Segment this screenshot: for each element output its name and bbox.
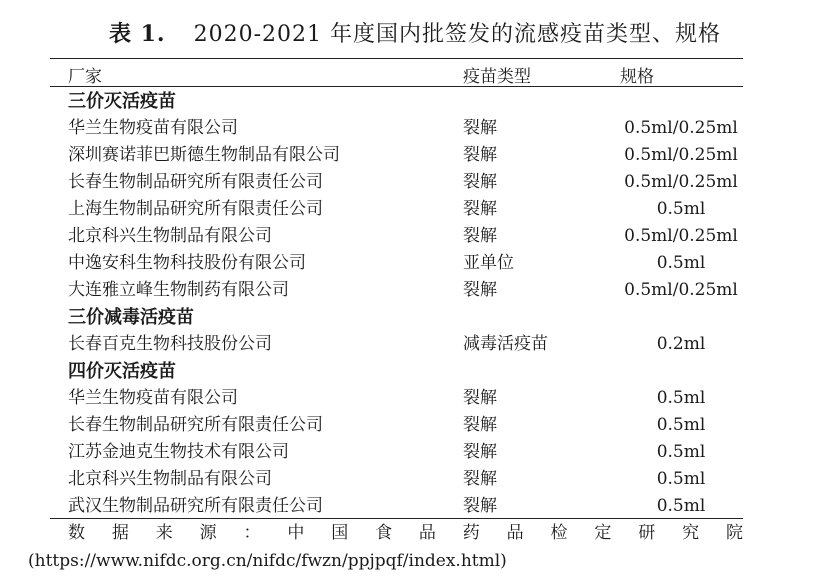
cell-vaccine-type: 裂解 <box>463 199 497 219</box>
cell-manufacturer: 上海生物制品研究所有限责任公司 <box>68 199 323 219</box>
table-row <box>50 142 743 169</box>
section-title: 三价灭活疫苗 <box>68 91 176 112</box>
cell-spec: 0.5ml <box>656 253 706 273</box>
table-title: 2020-2021 年度国内批签发的流感疫苗类型、规格 <box>193 22 722 47</box>
cell-vaccine-type: 裂解 <box>463 280 497 300</box>
cell-manufacturer: 长春生物制品研究所有限责任公司 <box>68 172 323 192</box>
cell-manufacturer: 北京科兴生物制品有限公司 <box>68 226 272 246</box>
cell-manufacturer: 大连雅立峰生物制药有限公司 <box>68 280 289 300</box>
section-title: 三价减毒活疫苗 <box>68 307 194 328</box>
bottom-rule <box>50 518 743 519</box>
cell-manufacturer: 北京科兴生物制品有限公司 <box>68 469 272 489</box>
cell-manufacturer: 华兰生物疫苗有限公司 <box>68 118 238 138</box>
cell-manufacturer: 深圳赛诺菲巴斯德生物制品有限公司 <box>68 145 340 165</box>
table-row <box>50 412 743 439</box>
cell-manufacturer: 长春百克生物科技股份公司 <box>68 334 272 354</box>
table-row <box>50 115 743 142</box>
cell-vaccine-type: 裂解 <box>463 118 497 138</box>
cell-spec: 0.5ml <box>656 388 706 408</box>
header-manufacturer: 厂家 <box>68 67 102 87</box>
table-row <box>50 223 743 250</box>
table-row <box>50 277 743 304</box>
cell-vaccine-type: 裂解 <box>463 172 497 192</box>
table-row <box>50 169 743 196</box>
cell-spec: 0.5ml <box>656 199 706 219</box>
header-spec: 规格 <box>620 67 654 87</box>
cell-spec: 0.2ml <box>656 334 706 354</box>
table-row <box>50 439 743 466</box>
cell-manufacturer: 武汉生物制品研究所有限责任公司 <box>68 496 323 516</box>
table-caption <box>0 20 830 49</box>
cell-vaccine-type: 裂解 <box>463 226 497 246</box>
table-row <box>50 250 743 277</box>
top-rule <box>50 58 743 59</box>
cell-spec: 0.5ml <box>656 496 706 516</box>
cell-manufacturer: 江苏金迪克生物技术有限公司 <box>68 442 289 462</box>
section-title: 四价灭活疫苗 <box>68 361 176 382</box>
cell-spec: 0.5ml/0.25ml <box>624 226 738 246</box>
cell-vaccine-type: 裂解 <box>463 469 497 489</box>
table-row <box>50 493 743 520</box>
cell-spec: 0.5ml/0.25ml <box>624 172 738 192</box>
cell-vaccine-type: 裂解 <box>463 415 497 435</box>
cell-vaccine-type: 裂解 <box>463 145 497 165</box>
cell-vaccine-type: 裂解 <box>463 496 497 516</box>
cell-vaccine-type: 亚单位 <box>463 253 514 273</box>
table-row <box>50 196 743 223</box>
cell-spec: 0.5ml <box>656 415 706 435</box>
cell-vaccine-type: 裂解 <box>463 388 497 408</box>
cell-manufacturer: 华兰生物疫苗有限公司 <box>68 388 238 408</box>
table-row <box>50 385 743 412</box>
cell-manufacturer: 长春生物制品研究所有限责任公司 <box>68 415 323 435</box>
cell-spec: 0.5ml <box>656 442 706 462</box>
source-url: (https://www.nifdc.org.cn/nifdc/fwzn/ppjpqf/index.html) <box>28 551 507 571</box>
cell-spec: 0.5ml/0.25ml <box>624 145 738 165</box>
header-vaccine-type: 疫苗类型 <box>463 67 531 87</box>
data-source: 数据来源：中国食品药品检定研究院 <box>68 523 743 543</box>
table-label: 表 1. <box>108 21 166 47</box>
cell-spec: 0.5ml/0.25ml <box>624 280 738 300</box>
cell-spec: 0.5ml <box>656 469 706 489</box>
table-row <box>50 331 743 358</box>
table-header <box>50 62 743 86</box>
header-rule <box>50 86 743 87</box>
table-row <box>50 466 743 493</box>
cell-vaccine-type: 减毒活疫苗 <box>463 334 548 354</box>
cell-manufacturer: 中逸安科生物科技股份有限公司 <box>68 253 306 273</box>
cell-spec: 0.5ml/0.25ml <box>624 118 738 138</box>
cell-vaccine-type: 裂解 <box>463 442 497 462</box>
